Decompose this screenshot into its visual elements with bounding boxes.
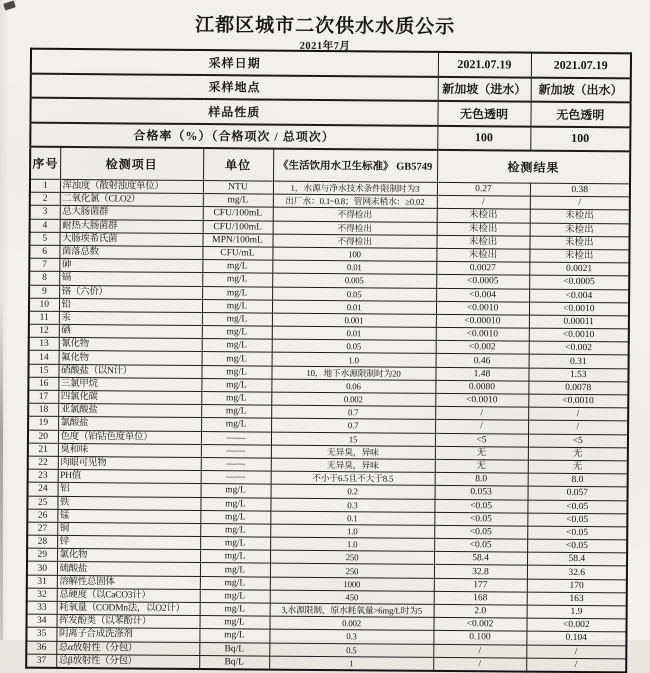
result-outlet-cell: <5 [528,434,628,448]
pass-rate-label: 合格率（%）（合格项次 / 总项次） [30,122,437,150]
result-outlet-cell: 1.9 [527,605,627,619]
item-cell: 镉 [59,272,202,286]
result-outlet-cell: <0.002 [526,618,626,632]
item-cell: 耐热大肠菌群 [60,219,203,233]
result-outlet-cell: 0.104 [526,631,626,645]
col-header-result: 检测结果 [437,150,630,184]
result-outlet-cell: 未检出 [530,209,630,223]
row-number-cell: 5 [29,232,59,245]
unit-cell: mg/L [200,497,270,511]
standard-cell: 1000 [270,577,434,591]
row-number-cell: 32 [27,588,57,601]
standard-cell: 1 [269,656,433,671]
unit-cell: mg/L [201,405,271,419]
standard-cell: 250 [270,564,434,578]
row-number-cell: 8 [29,271,59,284]
unit-cell: mg/L [200,510,270,524]
item-cell: 锰 [57,509,200,523]
result-inlet-cell: <0.002 [433,618,526,632]
sample-nature-inlet: 无色透明 [437,101,530,126]
standard-cell: 0.3 [270,498,434,512]
standard-cell: 0.7 [271,418,435,432]
result-outlet-cell: <0.05 [527,500,627,514]
row-number-cell: 6 [29,245,59,258]
table-data-section [26,179,630,672]
result-inlet-cell: <0.0010 [436,327,529,341]
unit-cell: mg/L [201,365,271,379]
result-outlet-cell: 0.38 [530,183,630,197]
standard-cell: 0.005 [272,273,436,287]
unit-cell: mg/L [201,418,271,432]
result-inlet-cell: 177 [434,578,527,592]
result-inlet-cell: <5 [435,433,528,447]
row-number-cell: 4 [30,219,60,232]
item-cell: 阴离子合成洗涤剂 [56,628,199,642]
row-number-cell: 37 [26,654,56,668]
row-number-cell: 24 [28,482,58,495]
item-cell: 菌落总数 [59,245,202,259]
result-outlet-cell: <0.0005 [529,275,629,289]
unit-cell: mg/L [200,563,270,577]
unit-cell: Bq/L [199,642,269,656]
unit-cell: mg/L [202,273,272,287]
standard-cell: 不得检出 [273,207,437,221]
standard-cell: 250 [270,550,434,564]
unit-cell: mg/L [203,194,273,208]
page-subtitle: 2021年7月 [299,40,351,53]
sampling-location-inlet: 新加坡（进水） [438,76,531,101]
result-outlet-cell: / [526,658,626,672]
row-number-cell: 34 [26,614,56,627]
row-number-cell: 26 [27,509,57,522]
result-outlet-cell: 32.6 [527,566,627,580]
result-outlet-cell: 1.53 [528,368,628,382]
item-cell: 溶解性总固体 [57,575,200,589]
result-outlet-cell: <0.004 [529,289,629,303]
row-number-cell: 1 [30,179,60,192]
result-inlet-cell: 58.4 [434,552,527,566]
result-inlet-cell: / [437,196,530,210]
sampling-date-outlet: 2021.07.19 [531,53,631,78]
unit-cell: —— [201,444,271,458]
row-number-cell: 23 [28,469,58,482]
page-title: 江都区城市二次供水水质公示 [195,14,456,39]
unit-cell: mg/L [200,603,270,617]
standard-cell: 1.0 [270,524,434,538]
col-header-item: 检测项目 [60,147,203,181]
standard-cell: 不得检出 [272,234,436,248]
result-outlet-cell: 未检出 [530,223,630,237]
pass-rate-inlet: 100 [437,125,530,150]
unit-cell: CFU/100mL [203,207,273,221]
item-cell: 耗氧量（CODMn法，以O2计） [57,601,200,615]
result-outlet-cell: / [530,196,630,210]
result-inlet-cell: <0.002 [436,341,529,355]
result-inlet-cell: 168 [434,591,527,605]
unit-cell: mg/L [202,286,272,300]
item-cell: 氰化物 [59,338,202,352]
unit-cell: —— [201,431,271,445]
standard-cell: 0.5 [269,643,433,657]
unit-cell: CFU/100mL [203,220,273,234]
item-cell: 四氯化碳 [58,390,201,404]
row-number-cell: 27 [27,522,57,535]
standard-cell: 0.05 [272,287,436,301]
result-outlet-cell: <0.0010 [529,302,629,316]
result-inlet-cell: <0.05 [434,538,527,552]
result-inlet-cell: <0.004 [436,288,529,302]
unit-cell: mg/L [200,550,270,564]
result-outlet-cell: 0.0021 [529,262,629,276]
result-inlet-cell: 0.053 [435,486,528,500]
result-outlet-cell: 0.057 [528,486,628,500]
item-cell: 浑浊度（散射浊度单位） [60,179,203,193]
row-number-cell: 7 [29,258,59,271]
item-cell: 硒 [59,324,202,338]
row-number-cell: 33 [27,601,57,614]
item-cell: 氟化物 [59,351,202,365]
result-outlet-cell: 无 [528,447,628,461]
item-cell: PH值 [58,470,201,484]
result-inlet-cell: <0.0005 [436,275,529,289]
result-inlet-cell: 0.0027 [436,262,529,276]
item-cell: 总α放射性（分包） [56,641,199,655]
item-cell: 铬（六价） [59,285,202,299]
unit-cell: mg/L [199,616,269,630]
sample-nature-label: 样品性质 [30,98,437,126]
item-cell: 硫酸盐 [57,562,200,576]
row-number-cell: 15 [28,364,58,377]
water-quality-table [25,48,632,673]
item-cell: 锌 [57,535,200,549]
result-outlet-cell: <0.0010 [529,328,629,342]
unit-cell: mg/L [199,629,269,643]
sampling-date-inlet: 2021.07.19 [438,52,531,77]
row-number-cell: 35 [26,628,56,641]
row-number-cell: 13 [29,337,59,350]
item-cell: 铜 [57,522,200,536]
result-inlet-cell: <0.00010 [436,314,529,328]
result-outlet-cell: 8.0 [528,473,628,487]
standard-cell: 0.7 [271,405,435,419]
item-cell: 亚氯酸盐 [58,404,201,418]
standard-cell: 0.1 [270,511,434,525]
row-number-cell: 28 [27,535,57,548]
unit-cell: mg/L [202,352,272,366]
standard-cell: 0.001 [272,313,436,327]
unit-cell: mg/L [202,312,272,326]
standard-cell: 0.01 [272,300,436,314]
result-inlet-cell: 未检出 [437,235,530,249]
result-inlet-cell: 未检出 [437,222,530,236]
col-header-no: 序号 [30,147,60,180]
item-cell: 三氯甲烷 [58,377,201,391]
item-cell: 二氧化氯（CLO2） [60,193,203,207]
standard-cell: 1，水源与净水技术条件限制时为3 [273,181,437,195]
row-number-cell: 2 [30,192,60,205]
standard-cell: 0.05 [272,339,436,353]
unit-cell: mg/L [202,339,272,353]
result-inlet-cell: <0.05 [434,499,527,513]
result-outlet-cell: <0.002 [529,341,629,355]
item-cell: 总β放射性（分包） [56,654,199,669]
standard-cell: 10，地下水源限制时为20 [271,366,435,380]
result-outlet-cell: 0.0078 [528,381,628,395]
standard-cell: 1.0 [272,353,436,367]
result-outlet-cell: 无 [528,460,628,474]
row-number-cell: 10 [29,298,59,311]
sample-nature-outlet: 无色透明 [530,102,630,127]
standard-cell: 0.002 [269,616,433,630]
result-inlet-cell: 32.8 [434,565,527,579]
item-cell: 臭和味 [58,443,201,457]
item-cell: 汞 [59,311,202,325]
row-number-cell: 31 [27,575,57,588]
row-number-cell: 22 [28,456,58,469]
row-number-cell: 36 [26,641,56,654]
result-inlet-cell: 无 [435,459,528,473]
sampling-date-label: 采样日期 [31,49,438,77]
item-cell: 氯酸盐 [58,417,201,431]
sampling-location-outlet: 新加坡（出水） [531,77,631,102]
item-cell: 总硬度（以CaCO3计） [57,588,200,602]
result-inlet-cell: / [433,644,526,658]
unit-cell: —— [201,471,271,485]
result-outlet-cell: <0.05 [527,539,627,553]
result-outlet-cell: 未检出 [529,236,629,250]
item-cell: 总大肠菌群 [60,206,203,220]
standard-cell: 15 [271,432,435,446]
result-outlet-cell: 0.00011 [529,315,629,329]
row-number-cell: 29 [27,548,57,561]
result-outlet-cell: 未检出 [529,249,629,263]
row-number-cell: 25 [27,496,57,509]
result-inlet-cell: 无 [435,446,528,460]
row-number-cell: 30 [27,562,57,575]
row-number-cell: 20 [28,430,58,443]
item-cell: 砷 [59,259,202,273]
unit-cell: mg/L [200,523,270,537]
item-cell: 铁 [57,496,200,510]
unit-cell: mg/L [201,484,271,498]
result-inlet-cell: / [435,407,528,421]
sampling-location-label: 采样地点 [31,73,438,101]
result-outlet-cell: 170 [527,579,627,593]
result-inlet-cell: 0.100 [433,631,526,645]
result-outlet-cell: 163 [527,592,627,606]
result-outlet-cell: / [528,420,628,434]
row-number-cell: 14 [29,351,59,364]
standard-cell: 无异臭，异味 [271,445,435,459]
unit-cell: mg/L [202,260,272,274]
row-number-cell: 21 [28,443,58,456]
unit-cell: —— [201,457,271,471]
row-number-cell: 3 [30,206,60,219]
row-number-cell: 19 [28,417,58,430]
result-outlet-cell: <0.05 [527,513,627,527]
item-cell: 色度（铂钴色度单位） [58,430,201,444]
row-number-cell: 17 [28,390,58,403]
result-outlet-cell: / [526,645,626,659]
standard-cell: 出厂水：0.1~0.8；管网末稍水：≥0.02 [273,194,437,208]
result-inlet-cell: 0.46 [436,354,529,368]
result-inlet-cell: / [433,657,526,671]
standard-cell: 无异臭，异味 [271,458,435,472]
result-inlet-cell: 0.0080 [435,380,528,394]
result-inlet-cell: <0.05 [434,512,527,526]
unit-cell: mg/L [201,392,271,406]
standard-cell: 100 [272,247,436,261]
col-header-unit: 单位 [203,148,273,181]
result-inlet-cell: 0.27 [437,182,530,196]
row-number-cell: 16 [28,377,58,390]
item-cell: 铝 [58,483,201,497]
result-outlet-cell: <0.0010 [528,394,628,408]
standard-cell: 0.2 [271,484,435,498]
item-cell: 铅 [59,298,202,312]
unit-cell: mg/L [200,589,270,603]
unit-cell: Bq/L [199,655,269,669]
standard-cell: 0.06 [271,379,435,393]
result-inlet-cell: 未检出 [437,209,530,223]
row-number-cell: 11 [29,311,59,324]
row-number-cell: 18 [28,403,58,416]
result-outlet-cell: / [528,407,628,421]
standard-cell: 0.3 [269,629,433,643]
standard-cell: 3,水源限制，原水耗氧量>6mg/L时为5 [270,603,434,617]
row-number-cell: 9 [29,285,59,298]
result-outlet-cell: 0.31 [529,355,629,369]
unit-cell: mg/L [201,378,271,392]
column-header-row [30,147,630,184]
unit-cell: mg/L [202,299,272,313]
result-inlet-cell: 1.48 [435,367,528,381]
result-inlet-cell: <0.0010 [435,393,528,407]
standard-cell: 0.01 [272,326,436,340]
unit-cell: mg/L [200,537,270,551]
col-header-standard: 《生活饮用水卫生标准》 GB5749 [273,149,437,183]
result-inlet-cell: <0.05 [434,525,527,539]
unit-cell: mg/L [200,576,270,590]
result-inlet-cell: 2.0 [434,604,527,618]
standard-cell: 0.01 [272,260,436,274]
result-inlet-cell: 8.0 [435,472,528,486]
result-inlet-cell: 未检出 [436,248,529,262]
standard-cell: 1.0 [270,537,434,551]
standard-cell: 450 [270,590,434,604]
result-outlet-cell: 58.4 [527,552,627,566]
item-cell: 肉眼可见物 [58,456,201,470]
result-inlet-cell: <0.0010 [436,301,529,315]
unit-cell: MPN/100mL [202,233,272,247]
item-cell: 大肠埃希氏菌 [59,232,202,246]
item-cell: 氯化物 [57,549,200,563]
unit-cell: CFU/mL [202,246,272,260]
table-info-section [30,49,631,184]
item-cell: 挥发酚类（以苯酚计） [56,615,199,629]
result-outlet-cell: <0.05 [527,526,627,540]
result-inlet-cell: / [435,420,528,434]
standard-cell: 不小于6.5且不大于8.5 [271,471,435,485]
item-cell: 硝酸盐（以N计） [58,364,201,378]
row-number-cell: 12 [29,324,59,337]
standard-cell: 不得检出 [273,221,437,235]
unit-cell: NTU [203,181,273,195]
pass-rate-outlet: 100 [530,126,630,151]
unit-cell: mg/L [202,326,272,340]
standard-cell: 0.002 [271,392,435,406]
